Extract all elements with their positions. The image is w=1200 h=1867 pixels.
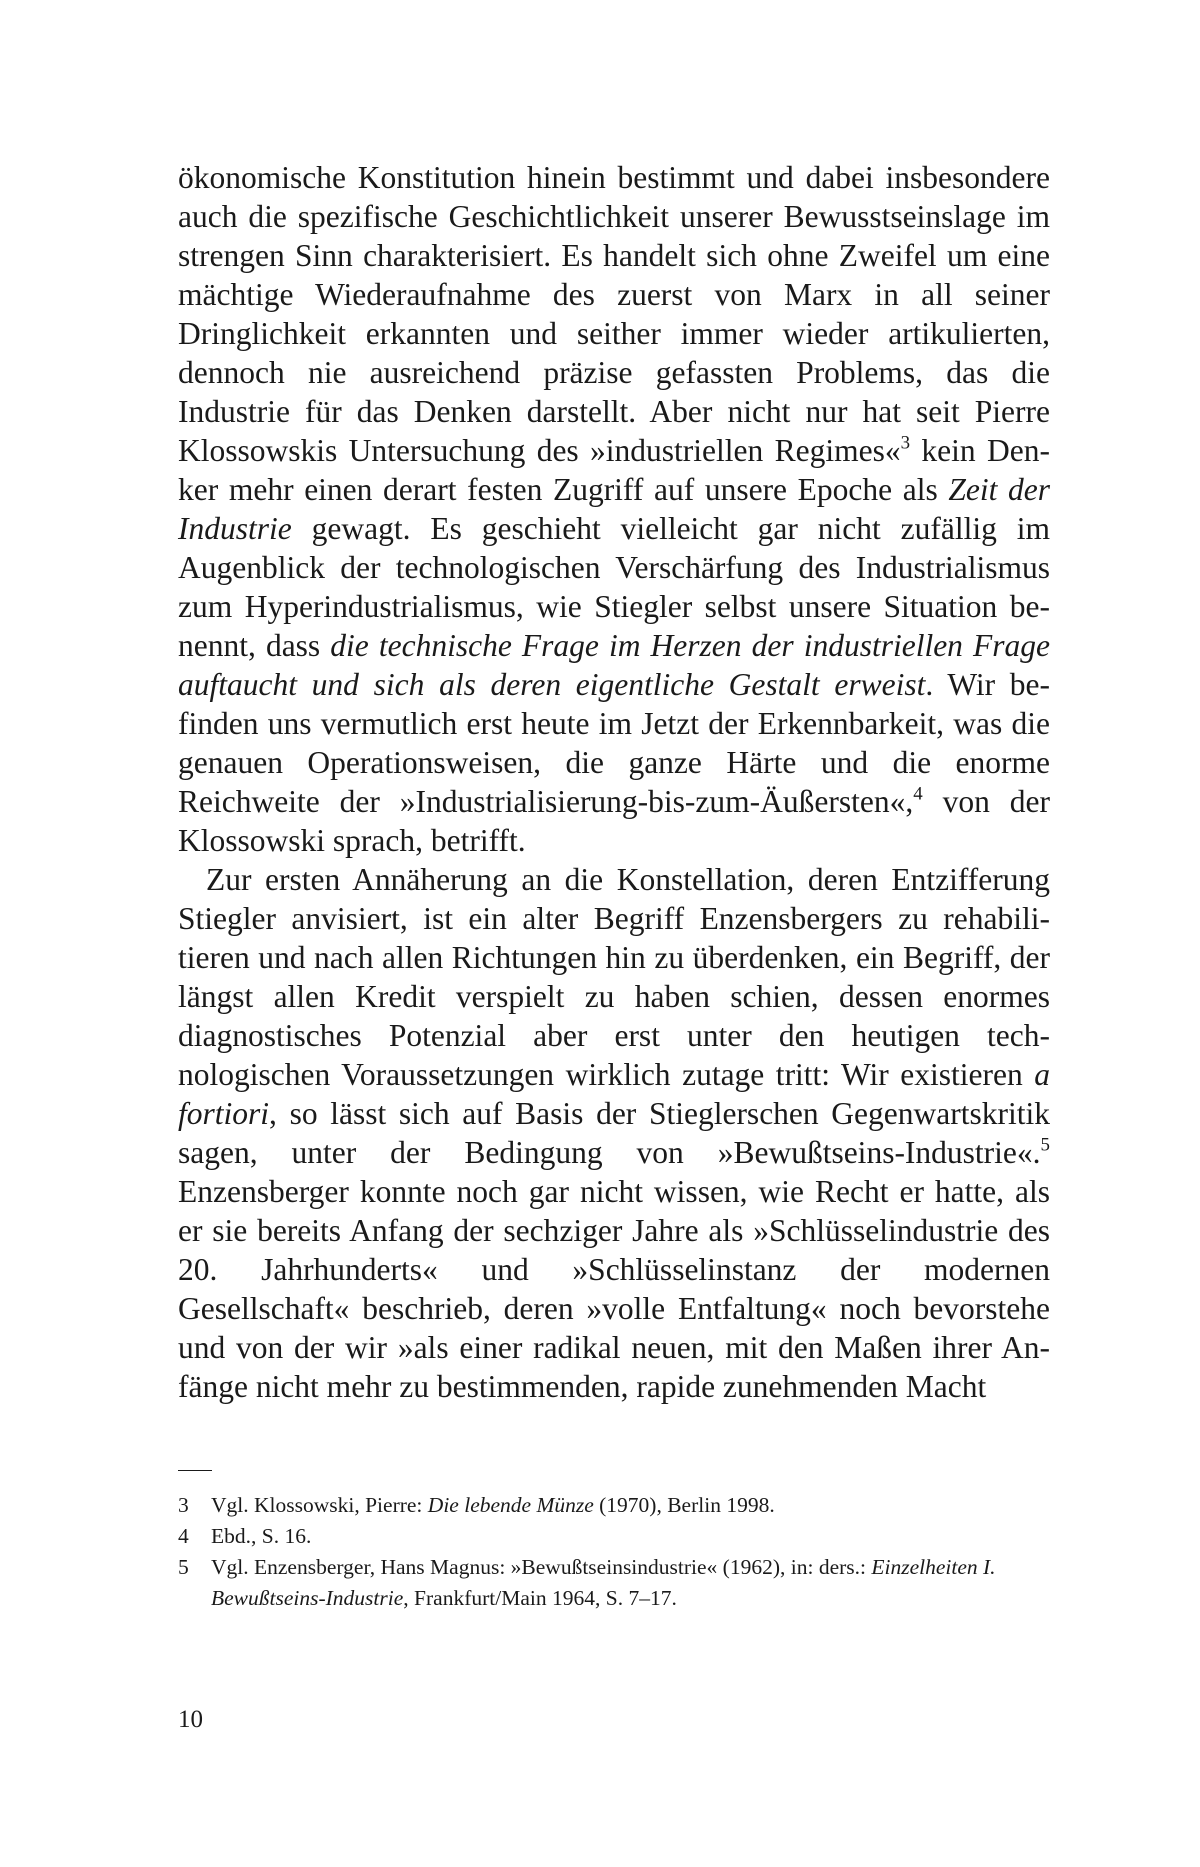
footnote-text-run: Vgl. Klossowski, Pierre: (211, 1493, 428, 1517)
footnote-separator (178, 1470, 212, 1471)
footnote-number: 5 (178, 1555, 189, 1579)
footnote-ref-5: 5 (1040, 1134, 1050, 1156)
footnotes (178, 1490, 1050, 1614)
footnote-ref-3: 3 (900, 432, 911, 454)
footnote-5 (178, 1552, 1050, 1614)
footnote-text (211, 1552, 1050, 1614)
footnote-text-run: , Frankfurt/Main 1964, S. 7–17. (403, 1586, 677, 1610)
emphasis-italic: a fortiori (178, 1057, 1050, 1131)
footnote-text (211, 1521, 1050, 1552)
footnote-number: 3 (178, 1493, 189, 1517)
footnote-3 (178, 1490, 1050, 1521)
footnote-text (211, 1490, 1050, 1521)
footnote-number: 4 (178, 1524, 189, 1548)
text-run: gewagt. Es geschieht vielleicht gar nicht zufällig im Augenblick der technologischen Verschärfung des Industrialismus zum Hyperindustrialismus, wie Stiegler selbst unsere Situation benennt, dass (178, 511, 1050, 663)
paragraph-2 (178, 860, 1050, 1406)
emphasis-italic: die technische Frage im Herzen der industriellen Frage auftaucht und sich als deren eigentliche Gestalt erweist (178, 628, 1051, 702)
page-number: 10 (178, 1706, 203, 1733)
paragraph-1 (178, 158, 1050, 860)
footnote-ref-4: 4 (913, 783, 923, 805)
footnote-text-run: Ebd., S. 16. (211, 1524, 312, 1548)
main-text (178, 158, 1050, 1406)
footnote-text-run: (1970), Berlin 1998. (593, 1493, 775, 1517)
book-title-italic: Zeit der Industrie (178, 472, 1050, 546)
footnote-title-italic: Die lebende Münze (427, 1493, 594, 1517)
footnote-title-italic: Einzelheiten I. Bewußtseins-Industrie (211, 1555, 996, 1610)
text-run: ökonomische Konstitution hinein bestimmt und dabei insbesondere auch die spezifische Geschichtlichkeit unserer Bewusstseinslage im strengen Sinn charakterisiert. Es handelt sich ohne Zweifel um eine mächtige Wiederaufnahme des zuerst von Marx in all seiner Dringlichkeit erkannten und seither immer wieder artikulierten, dennoch nie ausreichend präzise gefassten Problems, das die Industrie für das Denken darstellt. Aber nicht nur hat seit Pierre Klossowskis Untersuchung des »industriellen Regimes« (178, 160, 1050, 468)
text-run: von der Klossowski sprach, betrifft. (178, 784, 1050, 858)
text-run: , so lässt sich auf Basis der Stieglerschen Gegenwartskritik sagen, unter der Bedingung von »Bewußtseins-Industrie«. (178, 1096, 1050, 1170)
footnote-4 (178, 1521, 1050, 1552)
footnote-text-run: Vgl. Enzensberger, Hans Magnus: »Bewußtseinsindustrie« (1962), in: ders.: (211, 1555, 872, 1579)
text-run: kein Denker mehr einen derart festen Zugriff auf unsere Epoche als (178, 433, 1050, 507)
text-run: . Wir befinden uns vermutlich erst heute im Jetzt der Erkennbarkeit, was die genauen Operationsweisen, die ganze Härte und die enorme Reichweite der »Industrialisierung-bis-zum-Äußersten«, (178, 667, 1050, 819)
text-run: Enzensberger konnte noch gar nicht wissen, wie Recht er hatte, als er sie bereits Anfang der sechziger Jahre als »Schlüsselindustrie des 20. Jahrhunderts« und »Schlüsselinstanz der modernen Gesellschaft« beschrieb, deren »volle Entfaltung« noch bevorstehe und von der wir »als einer radikal neuen, mit den Maßen ihrer Anfänge nicht mehr zu bestimmenden, rapide zunehmenden Macht (178, 1174, 1050, 1404)
text-run: Zur ersten Annäherung an die Konstellation, deren Entzifferung Stiegler anvisiert, ist ein alter Begriff Enzensbergers zu rehabilitieren und nach allen Richtungen hin zu überdenken, ein Begriff, der längst allen Kredit verspielt zu haben schien, dessen enormes diagnostisches Potenzial aber erst unter den heutigen technologischen Voraussetzungen wirklich zutage tritt: Wir existieren (178, 862, 1050, 1092)
